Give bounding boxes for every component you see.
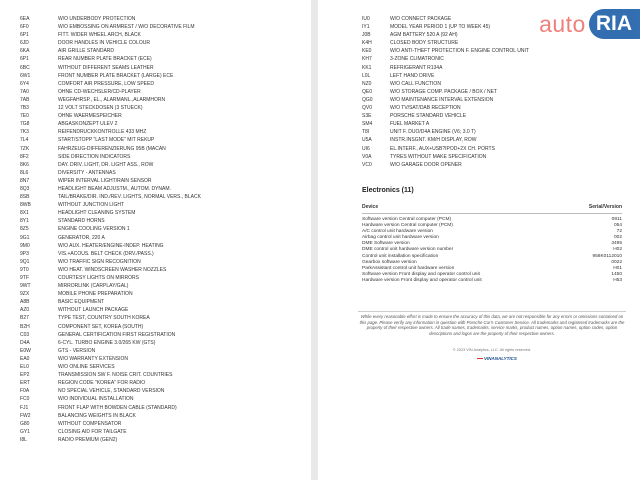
option-row	[20, 234, 201, 242]
device-name: Software version Central computer (PCM)	[362, 217, 452, 222]
option-description: W/O CALL FUNCTION	[390, 80, 441, 87]
option-row	[20, 201, 201, 209]
option-code: KH7	[362, 56, 372, 63]
right-page	[318, 0, 640, 480]
option-row	[20, 355, 201, 363]
watermark-auto-text: auto	[539, 11, 586, 37]
option-row	[20, 153, 201, 161]
electronics-header-row	[362, 203, 622, 214]
option-row	[20, 112, 201, 120]
device-name: ParkAssistant control unit hardware version	[362, 265, 455, 271]
option-description: REFRIGERANT R134A	[390, 64, 443, 71]
serial-version: 0022	[611, 259, 622, 265]
option-description: PORSCHE STANDARD VEHICLE	[390, 113, 467, 120]
option-description: W/O ANTI-THEFT PROTECTION F. ENGINE CONTROL UNIT	[390, 48, 529, 55]
option-description: AIR GRILLE STANDARD	[58, 48, 115, 55]
serial-version: H01	[613, 265, 622, 271]
vin-analytics-logo	[477, 356, 517, 361]
option-code: 8N7	[20, 177, 30, 184]
serial-version: 002	[613, 235, 622, 241]
option-code: J0B	[362, 32, 371, 39]
option-code: VC0	[362, 161, 372, 168]
option-description: W/O UNDERBODY PROTECTION	[58, 16, 136, 22]
option-row	[362, 120, 529, 128]
option-row	[362, 128, 529, 136]
option-row	[20, 314, 201, 322]
option-row	[20, 371, 201, 379]
device-name: Hardware version Front display and operator control unit	[362, 277, 482, 283]
option-code: 8WB	[20, 202, 31, 209]
option-code: EP2	[20, 372, 30, 379]
option-code: 6Y4	[20, 80, 29, 87]
option-row	[20, 64, 201, 72]
option-row	[20, 225, 201, 233]
option-description: RADIO PREMIUM (GEN2)	[58, 436, 118, 443]
option-description: WIPER INTERVAL LIGHT/RAIN SENSOR	[58, 177, 152, 184]
option-row	[362, 47, 529, 55]
device-name: Airbag control unit hardware version	[362, 235, 439, 241]
option-row	[20, 39, 201, 47]
option-description: 6-CYL. TURBO ENGINE 3.0/265 KW (GTS)	[58, 339, 156, 346]
option-description: ENGINE COOLING VERSION 1	[58, 226, 130, 233]
option-code: 8F2	[20, 153, 29, 160]
option-code: 7A0	[20, 88, 29, 95]
option-code: 8Y1	[20, 218, 29, 225]
option-row	[20, 274, 201, 282]
option-description: DIVERSITY - ANTENNAS	[58, 169, 116, 176]
option-row	[20, 331, 201, 339]
option-code: 9M0	[20, 242, 30, 249]
option-description: WITHOUT JUNCTION LIGHT	[58, 202, 125, 209]
option-description: REAR NUMBER PLATE BRACKET (ECE)	[58, 56, 152, 63]
option-code: FW2	[20, 412, 31, 419]
option-description: NO SPECIAL VEHICLE, STANDARD VERSION	[58, 388, 165, 395]
option-code: 7L4	[20, 137, 29, 144]
serial-version: 3495	[611, 241, 622, 247]
left-page	[0, 0, 311, 480]
option-row	[20, 428, 201, 436]
option-row	[20, 80, 201, 88]
option-code: 6F0	[20, 24, 29, 31]
option-code: 8SB	[20, 194, 30, 201]
option-description: REGION CODE "KOREA" FOR RADIO	[58, 380, 146, 387]
option-code: 8K6	[20, 161, 29, 168]
disclaimer-text: While every reasonable effort is made to ensure the accuracy of this data, we are not responsible for any errors or omissions contained on this page. Please verify any information in question with Porsche Car's Customer Service. All trademarks and registered trademarks are the property of their respective owners. All trade names, trademarks, service marks, product names, option names, option codes, option descriptions and logos are the property of their respective owners.	[358, 311, 626, 336]
option-row	[20, 177, 201, 185]
option-code: QE0	[362, 88, 373, 95]
option-description: COMFORT AIR PRESSURE, LOW SPEED	[58, 80, 154, 87]
option-description: LEFT HAND DRIVE	[390, 72, 435, 79]
option-description: 12 VOLT STECKDOSEN (3 STUECK)	[58, 105, 143, 112]
option-code: G80	[20, 420, 30, 427]
option-description: FRONT FLAP WITH BOWDEN CABLE (STANDARD)	[58, 404, 177, 411]
option-description: W/O MAINTENANCE INTERVAL EXTENSION	[390, 96, 494, 103]
option-description: W/O TV/SAT/DAB RECEPTION	[390, 105, 461, 112]
option-row	[20, 55, 201, 63]
option-row	[20, 96, 201, 104]
option-code: 6EA	[20, 16, 30, 22]
option-code: 6BC	[20, 64, 30, 71]
option-code: QG0	[362, 96, 373, 103]
option-row	[20, 436, 201, 444]
option-description: WITHOUT LAUNCH PACKAGE	[58, 307, 129, 314]
option-row	[20, 47, 201, 55]
option-code: T8I	[362, 129, 370, 136]
device-name: Control unit installation specification	[362, 253, 439, 259]
option-description: START/STOPP "LAST MODE" MIT REKUP	[58, 137, 155, 144]
option-code: V0A	[362, 153, 372, 160]
option-code: ERT	[20, 380, 30, 387]
option-description: GENERATOR, 220 A	[58, 234, 105, 241]
right-option-list	[362, 15, 529, 169]
serial-version: 958K0112010	[592, 253, 622, 259]
device-name: DME control unit hardware version number	[362, 247, 454, 253]
option-code: 8L6	[20, 169, 29, 176]
option-code: S3E	[362, 113, 372, 120]
option-row	[20, 161, 201, 169]
option-code: 9P3	[20, 250, 29, 257]
option-code: C03	[20, 331, 30, 338]
option-code: AZ0	[20, 307, 30, 314]
option-row	[20, 404, 201, 412]
option-description: TYPE TEST, COUNTRY SOUTH KOREA	[58, 315, 150, 322]
option-code: NZ0	[362, 80, 372, 87]
left-option-list	[20, 15, 201, 444]
device-name: DME Software version	[362, 241, 410, 247]
option-code: 9Q1	[20, 258, 30, 265]
option-description: W/O AUX. HEATER/ENGINE-INDEP. HEATING	[58, 242, 164, 249]
option-row	[362, 55, 529, 63]
option-description: W/O GARAGE DOOR OPENER	[390, 161, 462, 168]
option-code: I8L	[20, 436, 27, 443]
option-row	[20, 15, 201, 23]
option-code: 7G8	[20, 121, 30, 128]
option-description: FAHRZEUG-DIFFERENZIERUNG 95B (MACAN	[58, 145, 166, 152]
option-row	[20, 290, 201, 298]
option-code: 6KA	[20, 48, 30, 55]
option-code: 7B3	[20, 105, 29, 112]
option-row	[20, 88, 201, 96]
option-description: SIDE DIRECTION INDICATORS	[58, 153, 131, 160]
option-description: COURTESY LIGHTS ON MIRRORS	[58, 275, 139, 281]
option-row	[20, 258, 201, 266]
option-description: OHNE CD-WECHSLER/CD-PLAYER	[58, 88, 141, 95]
copyright-text: © 2023 VIN Analytics, LLC. All rights reserved.	[452, 348, 532, 352]
option-row	[20, 136, 201, 144]
serial-version: 054	[613, 223, 622, 229]
option-code: 6JD	[20, 40, 29, 47]
option-description: W/O EMBOSSING ON ARMREST / W/O DECORATIVE FILM	[58, 24, 195, 31]
option-code: QV0	[362, 105, 373, 112]
option-code: GY1	[20, 428, 31, 435]
option-description: GENERAL CERTIFICATION FIRST REGISTRATION	[58, 331, 176, 338]
option-row	[362, 15, 529, 23]
option-row	[20, 395, 201, 403]
option-row	[20, 250, 201, 258]
option-code: FC0	[20, 396, 30, 403]
option-row	[20, 31, 201, 39]
option-code: U5A	[362, 137, 372, 144]
serial-version: 72	[616, 229, 622, 235]
option-row	[20, 120, 201, 128]
option-row	[362, 64, 529, 72]
option-code: 8Z5	[20, 226, 29, 233]
option-row	[20, 323, 201, 331]
option-description: MODEL YEAR PERIOD 1 (UP TO WEEK 45)	[390, 24, 491, 31]
option-description: REIFENDRUCKKONTROLLE 433 MHZ	[58, 129, 147, 136]
option-code: 8X1	[20, 210, 29, 217]
option-code: E0W	[20, 347, 31, 354]
option-row	[362, 39, 529, 47]
option-row	[362, 80, 529, 88]
option-row	[20, 339, 201, 347]
option-code: 6P1	[20, 56, 29, 63]
option-code: FJ1	[20, 404, 29, 411]
option-description: WITHOUT DIFFERENT SEAMS LEATHER	[58, 64, 154, 71]
option-code: 7E0	[20, 113, 29, 120]
option-description: CLOSED BODY STRUCTURE	[390, 40, 459, 47]
option-description: 3-ZONE CLIMATRONIC	[390, 56, 444, 63]
electronics-row	[362, 278, 622, 284]
option-code: UI6	[362, 145, 370, 152]
option-row	[362, 31, 529, 39]
option-code: IU0	[362, 16, 370, 22]
option-description: BALANCING WEIGHTS IN BLACK	[58, 412, 136, 419]
option-code: 8Q3	[20, 185, 30, 192]
option-code: EA0	[20, 355, 30, 362]
option-row	[362, 23, 529, 31]
option-code: L0L	[362, 72, 371, 79]
option-row	[20, 363, 201, 371]
option-description: EL.INTERF., AUX+USB?IPOD+2X CH. PORTS	[390, 145, 495, 152]
option-code: IY1	[362, 24, 370, 31]
option-description: W/O CONNECT PACKAGE	[390, 16, 452, 22]
option-description: WEGFAHRSP., EL., ALARMANL.,ALARMHORN	[58, 96, 166, 103]
option-row	[20, 379, 201, 387]
serial-version: H02	[613, 247, 622, 253]
vin-analytics-logo-text: VINANALYTICS	[484, 356, 517, 361]
option-code: 9TF	[20, 275, 29, 281]
option-row	[20, 23, 201, 31]
option-code: F0A	[20, 388, 30, 395]
option-row	[20, 193, 201, 201]
option-description: TYRES WITHOUT MAKE SPECIFICATION	[390, 153, 487, 160]
option-row	[362, 72, 529, 80]
electronics-title: Electronics (11)	[362, 187, 414, 194]
option-code: 7ZK	[20, 145, 30, 152]
option-row	[20, 420, 201, 428]
electronics-rows	[362, 214, 622, 285]
option-row	[362, 96, 529, 104]
option-row	[362, 145, 529, 153]
option-description: TAIL/BRAKE/DIR. IND./REV. LIGHTS, NORMAL VERS., BLACK	[58, 194, 201, 201]
option-description: W/O TRAFFIC SIGN RECOGNITION	[58, 258, 141, 265]
option-code: B27	[20, 315, 29, 322]
option-description: GTS - VERSION	[58, 347, 96, 354]
option-code: K4H	[362, 40, 372, 47]
device-name: Hardware version Central computer (PCM)	[362, 223, 453, 229]
option-row	[20, 128, 201, 136]
option-description: DOOR HANDLES IN VEHICLE COLOUR	[58, 40, 150, 47]
option-description: W/O HEAT. WINDSCREEN WASHER NOZZLES	[58, 266, 167, 273]
option-description: OHNE WAERMESPEICHER	[58, 113, 122, 120]
option-code: 6W1	[20, 72, 31, 79]
option-row	[20, 209, 201, 217]
serial-version: 0811	[611, 217, 622, 222]
electronics-row	[362, 214, 622, 224]
serial-column-header: Serial/Version	[566, 203, 622, 214]
option-code: KK1	[362, 64, 372, 71]
option-code: 9ZX	[20, 291, 30, 298]
option-description: COMPONENT SET, KOREA (SOUTH)	[58, 323, 144, 330]
option-row	[20, 242, 201, 250]
option-description: MIRRORLINK (CARPLAY/GAL)	[58, 283, 129, 290]
option-row	[362, 88, 529, 96]
option-description: W/O WARRANTY EXTENSION	[58, 355, 129, 362]
option-row	[362, 112, 529, 120]
option-code: SM4	[362, 121, 373, 128]
option-row	[20, 185, 201, 193]
option-description: HEADLIGHT BEAM ADJUSTM., AUTOM. DYNAM.	[58, 185, 171, 192]
option-row	[20, 217, 201, 225]
option-row	[20, 306, 201, 314]
electronics-table	[362, 203, 622, 284]
option-row	[20, 282, 201, 290]
option-description: FUEL MARKET A	[390, 121, 430, 128]
option-row	[20, 412, 201, 420]
device-name: A/C control unit hardware version	[362, 229, 433, 235]
option-code: 9T0	[20, 266, 29, 273]
option-code: 9WT	[20, 283, 31, 290]
option-row	[20, 145, 201, 153]
option-row	[20, 298, 201, 306]
option-row	[362, 153, 529, 161]
option-row	[362, 104, 529, 112]
option-code: D4A	[20, 339, 30, 346]
option-description: MOBILE PHONE PREPARATION	[58, 291, 133, 298]
option-description: DAY. DRIV. LIGHT, DR. LIGHT ASS., ROW	[58, 161, 154, 168]
option-row	[20, 169, 201, 177]
option-code: 9G1	[20, 234, 30, 241]
option-code: 7AB	[20, 96, 30, 103]
option-row	[362, 136, 529, 144]
option-description: INSTR.INSGNT. KM/H DISPLAY, ROW	[390, 137, 477, 144]
option-description: TRANSMISSION SW F. NOISE CRIT. COUNTRIES	[58, 372, 173, 379]
option-description: W/O ONLINE SERVICES	[58, 364, 115, 371]
option-row	[362, 161, 529, 169]
device-name: Gearbox software version	[362, 259, 417, 265]
option-description: WITHOUT COMPENSATOR	[58, 420, 122, 427]
serial-version: 1450	[611, 271, 622, 277]
option-code: 6P1	[20, 32, 29, 39]
option-description: CLOSING AID FOR TAILGATE	[58, 428, 127, 435]
option-description: FITT. WIDER WHEEL ARCH, BLACK	[58, 32, 141, 39]
option-description: UNIT F. DUO/D4A ENGINE (V6; 3.0 T)	[390, 129, 476, 136]
device-column-header: Device	[362, 203, 566, 214]
option-code: A8B	[20, 299, 30, 306]
option-code: 7K3	[20, 129, 29, 136]
option-description: FRONT NUMBER PLATE BRACKET (LARGE) ECE	[58, 72, 174, 79]
option-description: HEADLIGHT CLEANING SYSTEM	[58, 210, 136, 217]
serial-version: H53	[613, 277, 622, 283]
option-row	[20, 266, 201, 274]
option-description: VIS.+ACOUS. BELT CHECK (DRV./PASS.)	[58, 250, 154, 257]
option-row	[20, 387, 201, 395]
option-description: W/O STORAGE COMP. PACKAGE / BOX / NET	[390, 88, 497, 95]
option-code: EL0	[20, 364, 29, 371]
option-description: STANDARD HORNS	[58, 218, 105, 225]
auto-ria-watermark	[539, 7, 640, 41]
option-description: BASIC EQUIPMENT	[58, 299, 105, 306]
watermark-ria-text: RIA	[589, 9, 640, 39]
option-row	[20, 72, 201, 80]
option-description: AGM BATTERY 520 A (92 AH)	[390, 32, 458, 39]
option-code: KE0	[362, 48, 372, 55]
option-description: ABGASKONZEPT ULEV 2	[58, 121, 118, 128]
device-name: Software version Front display and operator control unit	[362, 271, 480, 277]
option-description: W/O INDIVIDUAL INSTALLATION	[58, 396, 134, 403]
option-row	[20, 104, 201, 112]
option-row	[20, 347, 201, 355]
option-code: B2H	[20, 323, 30, 330]
